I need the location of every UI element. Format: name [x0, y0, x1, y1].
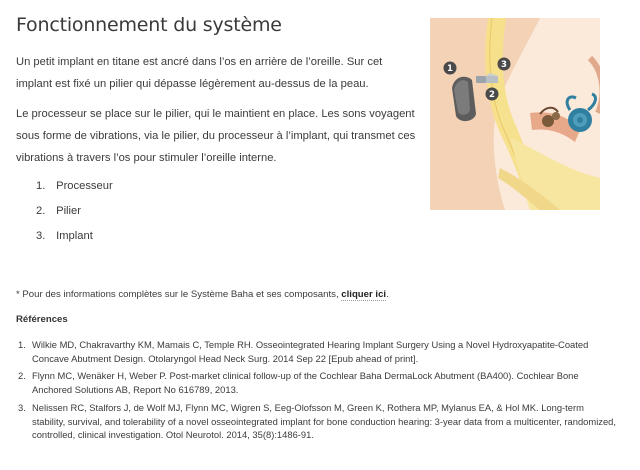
component-item: 2. Pilier [36, 205, 81, 217]
more-info-link[interactable]: cliquer ici [341, 289, 387, 300]
marker-1-label: 1 [447, 64, 453, 74]
component-item: 1. Processeur [36, 180, 113, 192]
reference-item: 2. Flynn MC, Wenäker H, Weber P. Post-market clinical follow-up of the Cochlear Baha DermaLock Abutment (BA400). Cochlear Bone Anchored Solutions AB, Report No 616789, 2013. [18, 370, 579, 395]
reference-item: 3. Nelissen RC, Stalfors J, de Wolf MJ, Flynn MC, Wigren S, Eeg-Olofsson M, Green K, Rothera MP, Mylanus EA, & Hol MK. Long-term stability, survival, and tolerability of a novel osseointegrated implant for bone conduction hearing: 3-year data from a multicenter, randomized, controlled, clinical investigation. Otol Neurotol. 2014, 35(8):1486-91. [18, 402, 616, 440]
marker-2-label: 2 [489, 90, 495, 100]
reference-item: 1. Wilkie MD, Chakravarthy KM, Mamais C, Temple RH. Osseointegrated Hearing Implant Surgery Using a Novel Hydroxyapatite-Coated Concave Abutment Design. Otolaryngol Head Neck Surg. 2014 Sep 22 [Epub ahead of print]. [18, 339, 589, 364]
component-list [36, 176, 113, 251]
component-item: 3. Implant [36, 230, 93, 242]
how-it-works-paragraph: Le processeur se place sur le pilier, qui le maintient en place. Les sons voyagent sous forme de vibrations, via le pilier, du processeur à l’implant, qui transmet ces vibrations à travers l’os pour stimuler l’oreille interne. [16, 108, 416, 164]
page-title: Fonctionnement du système [16, 14, 282, 36]
intro-paragraph: Un petit implant en titane est ancré dans l’os en arrière de l’oreille. Sur cet implant est fixé un pilier qui dépasse légèrement au-dessus de la peau. [16, 56, 383, 90]
references-heading: Références [16, 314, 68, 325]
marker-3-label: 3 [501, 60, 507, 70]
ear-implant-illustration [430, 18, 600, 210]
references-list [18, 338, 618, 442]
more-info-note: * Pour des informations complètes sur le Système Baha et ses composants, cliquer ici. [16, 289, 389, 300]
